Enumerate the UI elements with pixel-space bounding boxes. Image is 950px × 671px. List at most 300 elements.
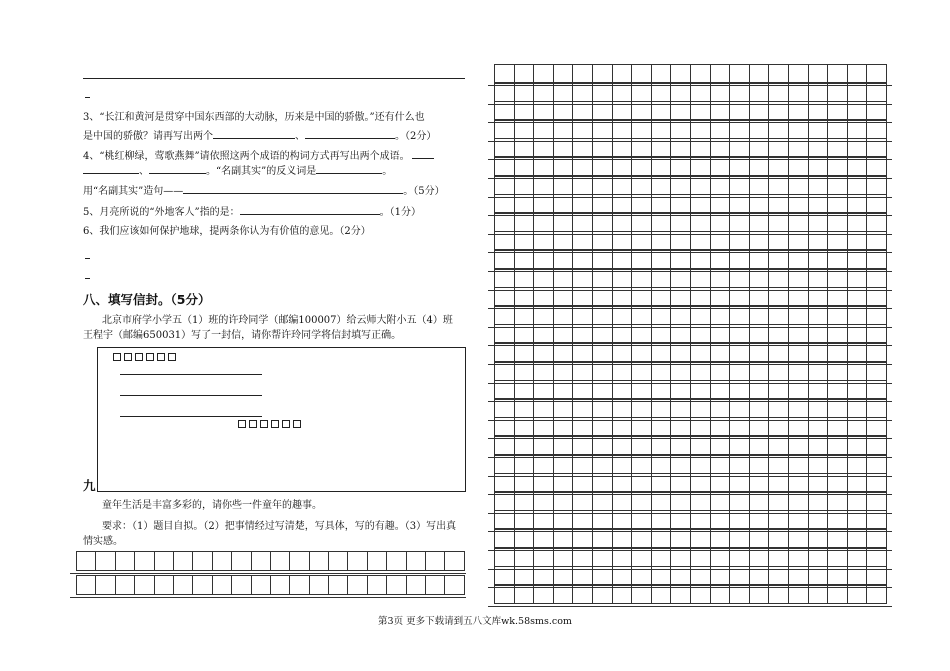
grid-cell[interactable] — [730, 511, 750, 529]
grid-cell[interactable] — [515, 586, 535, 604]
grid-cell[interactable] — [867, 270, 887, 288]
grid-cell[interactable] — [671, 586, 691, 604]
grid-cell[interactable] — [632, 493, 652, 511]
grid-cell[interactable] — [632, 381, 652, 399]
grid-cell[interactable] — [750, 325, 770, 343]
grid-cell[interactable] — [554, 474, 574, 492]
grid-cell[interactable] — [593, 418, 613, 436]
grid-cell[interactable] — [848, 437, 868, 455]
grid-cell[interactable] — [730, 270, 750, 288]
grid-cell[interactable] — [730, 344, 750, 362]
grid-cell[interactable] — [828, 586, 848, 604]
grid-cell[interactable] — [691, 567, 711, 585]
grid-cell[interactable] — [515, 195, 535, 213]
grid-cell[interactable] — [495, 567, 515, 585]
grid-cell[interactable] — [671, 139, 691, 157]
grid-cell[interactable] — [554, 214, 574, 232]
grid-cell[interactable] — [671, 102, 691, 120]
grid-cell[interactable] — [554, 288, 574, 306]
grid-cell[interactable] — [573, 474, 593, 492]
grid-cell[interactable] — [711, 251, 731, 269]
grid-cell[interactable] — [809, 121, 829, 139]
grid-cell[interactable] — [534, 251, 554, 269]
grid-cell[interactable] — [613, 307, 633, 325]
grid-cell[interactable] — [671, 530, 691, 548]
grid-cell[interactable] — [252, 552, 271, 571]
grid-cell[interactable] — [534, 530, 554, 548]
grid-cell[interactable] — [750, 102, 770, 120]
sender-line[interactable] — [120, 416, 262, 417]
grid-cell[interactable] — [848, 307, 868, 325]
grid-cell[interactable] — [652, 549, 672, 567]
grid-cell[interactable] — [573, 586, 593, 604]
grid-cell[interactable] — [769, 325, 789, 343]
grid-cell[interactable] — [613, 158, 633, 176]
grid-cell[interactable] — [652, 65, 672, 83]
grid-cell[interactable] — [828, 307, 848, 325]
grid-cell[interactable] — [632, 586, 652, 604]
grid-cell[interactable] — [848, 511, 868, 529]
grid-cell[interactable] — [495, 530, 515, 548]
grid-cell[interactable] — [554, 493, 574, 511]
grid-cell[interactable] — [867, 65, 887, 83]
grid-cell[interactable] — [848, 158, 868, 176]
address-line[interactable] — [120, 374, 262, 375]
grid-cell[interactable] — [828, 344, 848, 362]
grid-cell[interactable] — [554, 121, 574, 139]
grid-cell[interactable] — [593, 493, 613, 511]
grid-cell[interactable] — [789, 177, 809, 195]
answer-blank[interactable] — [316, 163, 382, 174]
grid-cell[interactable] — [809, 381, 829, 399]
grid-cell[interactable] — [867, 437, 887, 455]
grid-cell[interactable] — [730, 363, 750, 381]
grid-cell[interactable] — [711, 363, 731, 381]
grid-cell[interactable] — [809, 102, 829, 120]
grid-cell[interactable] — [554, 270, 574, 288]
grid-cell[interactable] — [652, 344, 672, 362]
grid-row[interactable] — [494, 64, 887, 83]
grid-cell[interactable] — [750, 586, 770, 604]
grid-cell[interactable] — [348, 576, 367, 595]
grid-cell[interactable] — [828, 511, 848, 529]
grid-cell[interactable] — [769, 177, 789, 195]
grid-cell[interactable] — [652, 363, 672, 381]
grid-cell[interactable] — [769, 474, 789, 492]
grid-row[interactable] — [494, 436, 887, 455]
grid-cell[interactable] — [750, 549, 770, 567]
grid-cell[interactable] — [232, 576, 251, 595]
grid-cell[interactable] — [515, 493, 535, 511]
grid-cell[interactable] — [632, 474, 652, 492]
grid-cell[interactable] — [515, 344, 535, 362]
grid-cell[interactable] — [828, 251, 848, 269]
grid-cell[interactable] — [613, 549, 633, 567]
grid-cell[interactable] — [573, 251, 593, 269]
grid-cell[interactable] — [711, 270, 731, 288]
grid-cell[interactable] — [809, 65, 829, 83]
grid-cell[interactable] — [730, 251, 750, 269]
grid-cell[interactable] — [730, 437, 750, 455]
grid-cell[interactable] — [632, 567, 652, 585]
grid-cell[interactable] — [671, 325, 691, 343]
grid-cell[interactable] — [711, 511, 731, 529]
grid-cell[interactable] — [593, 363, 613, 381]
grid-cell[interactable] — [809, 84, 829, 102]
grid-cell[interactable] — [750, 139, 770, 157]
grid-cell[interactable] — [828, 418, 848, 436]
grid-cell[interactable] — [613, 102, 633, 120]
grid-cell[interactable] — [573, 511, 593, 529]
grid-cell[interactable] — [573, 418, 593, 436]
grid-cell[interactable] — [534, 177, 554, 195]
grid-cell[interactable] — [789, 474, 809, 492]
grid-cell[interactable] — [671, 437, 691, 455]
grid-cell[interactable] — [554, 251, 574, 269]
grid-cell[interactable] — [769, 307, 789, 325]
grid-cell[interactable] — [534, 400, 554, 418]
grid-cell[interactable] — [711, 65, 731, 83]
grid-cell[interactable] — [593, 158, 613, 176]
grid-cell[interactable] — [613, 270, 633, 288]
grid-cell[interactable] — [652, 437, 672, 455]
grid-cell[interactable] — [769, 530, 789, 548]
grid-cell[interactable] — [534, 121, 554, 139]
grid-cell[interactable] — [809, 493, 829, 511]
grid-cell[interactable] — [848, 418, 868, 436]
grid-cell[interactable] — [848, 139, 868, 157]
grid-cell[interactable] — [271, 576, 290, 595]
grid-cell[interactable] — [789, 288, 809, 306]
grid-cell[interactable] — [867, 381, 887, 399]
grid-cell[interactable] — [632, 530, 652, 548]
grid-cell[interactable] — [515, 437, 535, 455]
grid-cell[interactable] — [789, 586, 809, 604]
grid-cell[interactable] — [554, 400, 574, 418]
grid-cell[interactable] — [828, 65, 848, 83]
grid-cell[interactable] — [848, 586, 868, 604]
grid-cell[interactable] — [828, 549, 848, 567]
grid-cell[interactable] — [828, 270, 848, 288]
grid-cell[interactable] — [652, 381, 672, 399]
grid-cell[interactable] — [809, 325, 829, 343]
grid-cell[interactable] — [730, 84, 750, 102]
grid-cell[interactable] — [613, 251, 633, 269]
grid-cell[interactable] — [809, 139, 829, 157]
grid-cell[interactable] — [495, 456, 515, 474]
grid-cell[interactable] — [534, 139, 554, 157]
grid-cell[interactable] — [495, 84, 515, 102]
postcode-boxes-sender[interactable] — [238, 420, 301, 428]
grid-cell[interactable] — [554, 381, 574, 399]
grid-cell[interactable] — [554, 325, 574, 343]
grid-cell[interactable] — [652, 530, 672, 548]
grid-cell[interactable] — [495, 102, 515, 120]
grid-cell[interactable] — [632, 195, 652, 213]
grid-cell[interactable] — [789, 325, 809, 343]
grid-cell[interactable] — [730, 307, 750, 325]
grid-cell[interactable] — [554, 177, 574, 195]
grid-row[interactable] — [494, 120, 887, 139]
grid-cell[interactable] — [828, 214, 848, 232]
grid-cell[interactable] — [809, 418, 829, 436]
grid-cell[interactable] — [828, 567, 848, 585]
grid-cell[interactable] — [789, 139, 809, 157]
grid-cell[interactable] — [632, 400, 652, 418]
grid-cell[interactable] — [652, 288, 672, 306]
grid-cell[interactable] — [730, 65, 750, 83]
grid-cell[interactable] — [828, 437, 848, 455]
grid-cell[interactable] — [750, 381, 770, 399]
grid-cell[interactable] — [613, 363, 633, 381]
grid-cell[interactable] — [573, 195, 593, 213]
grid-cell[interactable] — [652, 511, 672, 529]
grid-cell[interactable] — [828, 102, 848, 120]
grid-cell[interactable] — [632, 511, 652, 529]
grid-cell[interactable] — [671, 511, 691, 529]
grid-cell[interactable] — [789, 530, 809, 548]
grid-cell[interactable] — [632, 65, 652, 83]
grid-cell[interactable] — [848, 84, 868, 102]
grid-cell[interactable] — [426, 552, 445, 571]
grid-cell[interactable] — [691, 474, 711, 492]
grid-cell[interactable] — [593, 84, 613, 102]
grid-cell[interactable] — [711, 437, 731, 455]
grid-cell[interactable] — [671, 493, 691, 511]
grid-cell[interactable] — [691, 549, 711, 567]
grid-cell[interactable] — [534, 195, 554, 213]
grid-cell[interactable] — [573, 549, 593, 567]
grid-cell[interactable] — [155, 576, 174, 595]
grid-cell[interactable] — [515, 325, 535, 343]
grid-cell[interactable] — [573, 400, 593, 418]
grid-cell[interactable] — [174, 552, 193, 571]
grid-cell[interactable] — [613, 84, 633, 102]
grid-cell[interactable] — [573, 102, 593, 120]
grid-cell[interactable] — [789, 381, 809, 399]
grid-cell[interactable] — [554, 586, 574, 604]
grid-cell[interactable] — [789, 493, 809, 511]
grid-cell[interactable] — [534, 474, 554, 492]
grid-cell[interactable] — [769, 456, 789, 474]
grid-cell[interactable] — [848, 102, 868, 120]
grid-cell[interactable] — [848, 232, 868, 250]
grid-cell[interactable] — [691, 102, 711, 120]
grid-cell[interactable] — [769, 158, 789, 176]
grid-cell[interactable] — [652, 400, 672, 418]
grid-cell[interactable] — [495, 232, 515, 250]
grid-cell[interactable] — [769, 139, 789, 157]
grid-cell[interactable] — [671, 214, 691, 232]
grid-cell[interactable] — [769, 344, 789, 362]
grid-cell[interactable] — [691, 418, 711, 436]
grid-cell[interactable] — [407, 552, 426, 571]
grid-cell[interactable] — [750, 567, 770, 585]
grid-cell[interactable] — [554, 511, 574, 529]
grid-cell[interactable] — [573, 270, 593, 288]
grid-row[interactable] — [494, 455, 887, 474]
grid-cell[interactable] — [691, 511, 711, 529]
grid-cell[interactable] — [534, 511, 554, 529]
grid-cell[interactable] — [593, 121, 613, 139]
grid-cell[interactable] — [730, 177, 750, 195]
grid-cell[interactable] — [534, 288, 554, 306]
grid-cell[interactable] — [515, 177, 535, 195]
grid-cell[interactable] — [848, 195, 868, 213]
grid-cell[interactable] — [730, 567, 750, 585]
grid-cell[interactable] — [652, 251, 672, 269]
grid-cell[interactable] — [554, 567, 574, 585]
grid-cell[interactable] — [691, 363, 711, 381]
grid-cell[interactable] — [652, 474, 672, 492]
grid-cell[interactable] — [534, 586, 554, 604]
grid-cell[interactable] — [671, 84, 691, 102]
grid-cell[interactable] — [135, 576, 154, 595]
grid-cell[interactable] — [613, 437, 633, 455]
grid-cell[interactable] — [867, 363, 887, 381]
grid-cell[interactable] — [769, 84, 789, 102]
grid-cell[interactable] — [593, 344, 613, 362]
grid-cell[interactable] — [809, 232, 829, 250]
grid-cell[interactable] — [632, 325, 652, 343]
grid-cell[interactable] — [632, 307, 652, 325]
grid-cell[interactable] — [271, 552, 290, 571]
grid-cell[interactable] — [515, 232, 535, 250]
grid-cell[interactable] — [809, 456, 829, 474]
grid-cell[interactable] — [534, 214, 554, 232]
grid-cell[interactable] — [613, 418, 633, 436]
grid-cell[interactable] — [711, 288, 731, 306]
grid-cell[interactable] — [691, 530, 711, 548]
grid-row[interactable] — [494, 473, 887, 492]
grid-cell[interactable] — [593, 400, 613, 418]
grid-cell[interactable] — [730, 102, 750, 120]
grid-cell[interactable] — [515, 214, 535, 232]
grid-cell[interactable] — [848, 400, 868, 418]
grid-cell[interactable] — [193, 552, 212, 571]
grid-cell[interactable] — [534, 232, 554, 250]
grid-cell[interactable] — [789, 121, 809, 139]
grid-cell[interactable] — [515, 511, 535, 529]
grid-cell[interactable] — [652, 232, 672, 250]
grid-cell[interactable] — [867, 195, 887, 213]
grid-cell[interactable] — [671, 307, 691, 325]
grid-cell[interactable] — [613, 139, 633, 157]
grid-cell[interactable] — [691, 177, 711, 195]
grid-cell[interactable] — [495, 65, 515, 83]
grid-cell[interactable] — [711, 158, 731, 176]
grid-cell[interactable] — [193, 576, 212, 595]
grid-cell[interactable] — [828, 325, 848, 343]
grid-cell[interactable] — [671, 65, 691, 83]
grid-cell[interactable] — [867, 530, 887, 548]
grid-cell[interactable] — [848, 474, 868, 492]
grid-cell[interactable] — [769, 214, 789, 232]
answer-blank[interactable] — [412, 148, 434, 159]
answer-blank[interactable] — [83, 163, 139, 174]
grid-cell[interactable] — [495, 511, 515, 529]
grid-cell[interactable] — [534, 418, 554, 436]
grid-cell[interactable] — [848, 251, 868, 269]
grid-cell[interactable] — [809, 363, 829, 381]
grid-cell[interactable] — [671, 400, 691, 418]
grid-cell[interactable] — [809, 400, 829, 418]
grid-cell[interactable] — [593, 251, 613, 269]
grid-row[interactable] — [494, 343, 887, 362]
grid-cell[interactable] — [593, 437, 613, 455]
grid-cell[interactable] — [534, 307, 554, 325]
grid-cell[interactable] — [867, 474, 887, 492]
grid-cell[interactable] — [593, 381, 613, 399]
grid-cell[interactable] — [711, 400, 731, 418]
grid-cell[interactable] — [534, 158, 554, 176]
grid-cell[interactable] — [789, 270, 809, 288]
grid-cell[interactable] — [809, 530, 829, 548]
grid-cell[interactable] — [632, 456, 652, 474]
grid-cell[interactable] — [730, 456, 750, 474]
grid-cell[interactable] — [495, 437, 515, 455]
grid-cell[interactable] — [789, 307, 809, 325]
grid-cell[interactable] — [867, 121, 887, 139]
grid-cell[interactable] — [515, 474, 535, 492]
grid-cell[interactable] — [848, 65, 868, 83]
grid-cell[interactable] — [632, 158, 652, 176]
grid-cell[interactable] — [750, 251, 770, 269]
grid-cell[interactable] — [848, 325, 868, 343]
grid-cell[interactable] — [593, 177, 613, 195]
grid-cell[interactable] — [495, 121, 515, 139]
grid-cell[interactable] — [867, 344, 887, 362]
grid-cell[interactable] — [867, 139, 887, 157]
grid-cell[interactable] — [730, 586, 750, 604]
grid-cell[interactable] — [515, 65, 535, 83]
grid-cell[interactable] — [554, 456, 574, 474]
grid-cell[interactable] — [789, 102, 809, 120]
grid-cell[interactable] — [769, 400, 789, 418]
grid-cell[interactable] — [711, 102, 731, 120]
grid-cell[interactable] — [534, 567, 554, 585]
grid-cell[interactable] — [515, 288, 535, 306]
grid-cell[interactable] — [613, 530, 633, 548]
grid-cell[interactable] — [632, 214, 652, 232]
grid-cell[interactable] — [573, 363, 593, 381]
grid-cell[interactable] — [613, 400, 633, 418]
grid-cell[interactable] — [554, 549, 574, 567]
grid-cell[interactable] — [135, 552, 154, 571]
grid-cell[interactable] — [495, 344, 515, 362]
grid-cell[interactable] — [750, 307, 770, 325]
grid-cell[interactable] — [387, 576, 406, 595]
grid-cell[interactable] — [711, 139, 731, 157]
grid-cell[interactable] — [613, 65, 633, 83]
grid-cell[interactable] — [593, 195, 613, 213]
grid-cell[interactable] — [613, 288, 633, 306]
grid-cell[interactable] — [593, 474, 613, 492]
grid-cell[interactable] — [213, 576, 232, 595]
grid-cell[interactable] — [652, 84, 672, 102]
grid-cell[interactable] — [711, 214, 731, 232]
grid-cell[interactable] — [593, 288, 613, 306]
grid-cell[interactable] — [769, 567, 789, 585]
grid-cell[interactable] — [671, 121, 691, 139]
grid-cell[interactable] — [809, 251, 829, 269]
grid-cell[interactable] — [730, 474, 750, 492]
grid-cell[interactable] — [730, 549, 750, 567]
grid-cell[interactable] — [789, 251, 809, 269]
grid-cell[interactable] — [769, 121, 789, 139]
grid-cell[interactable] — [691, 65, 711, 83]
grid-cell[interactable] — [691, 139, 711, 157]
